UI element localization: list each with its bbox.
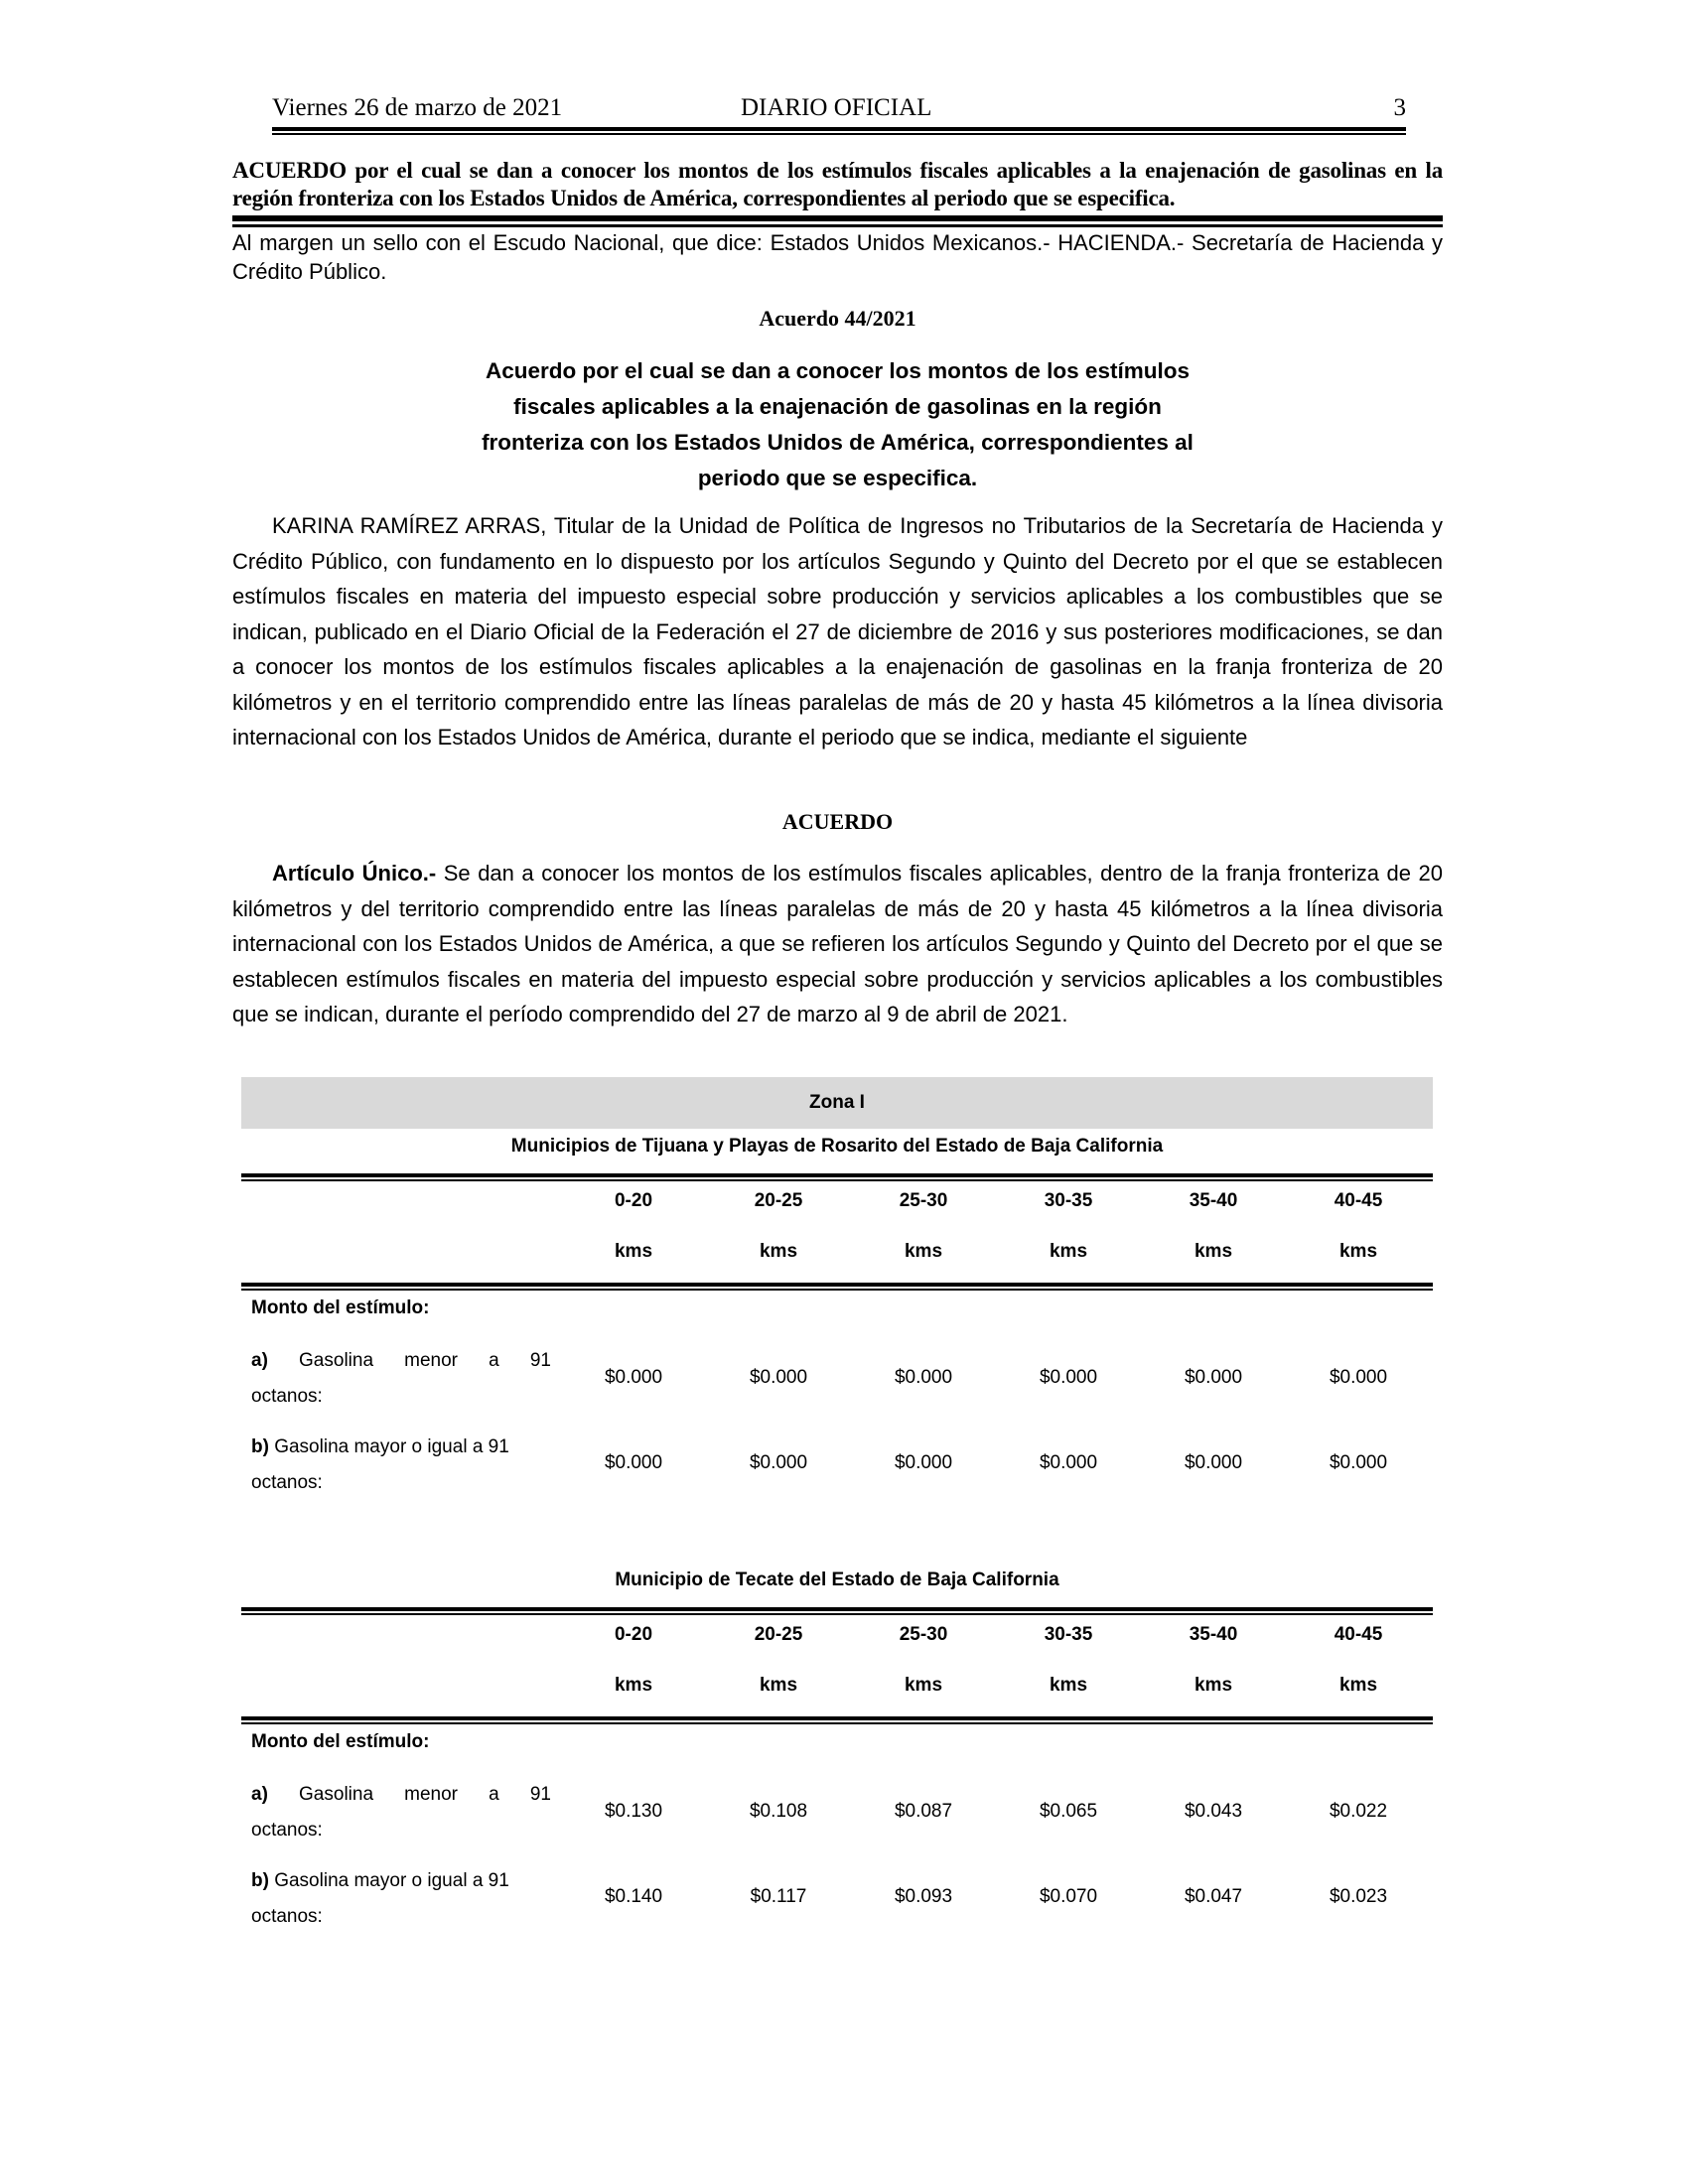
- column-header: 30-35: [1044, 1624, 1093, 1645]
- column-unit: kms: [904, 1675, 943, 1696]
- column-header: 25-30: [899, 1624, 948, 1645]
- agreement-number: Acuerdo 44/2021: [759, 306, 916, 331]
- table-cell: $0.000: [894, 1367, 953, 1388]
- table-cell: $0.130: [604, 1801, 663, 1822]
- table-cell: $0.043: [1184, 1801, 1243, 1822]
- table-cell: $0.117: [750, 1886, 807, 1907]
- row-label-line1: Gasolina mayor o igual a 91: [268, 1436, 509, 1457]
- table-cell: $0.093: [894, 1886, 953, 1907]
- table-cell: $0.023: [1329, 1886, 1388, 1907]
- subtitle-line: fronteriza con los Estados Unidos de América, correspondientes al: [482, 430, 1194, 455]
- table-cell: $0.000: [894, 1452, 953, 1473]
- header-publication: DIARIO OFICIAL: [741, 94, 932, 121]
- column-unit: kms: [759, 1241, 798, 1262]
- section-label: Monto del estímulo:: [251, 1731, 430, 1752]
- row-label-line2: octanos:: [251, 1820, 323, 1841]
- table-header-rule: [241, 1283, 1433, 1291]
- column-header: 35-40: [1189, 1190, 1238, 1211]
- margin-note: Al margen un sello con el Escudo Nacional, que dice: Estados Unidos Mexicanos.- HACIENDA.- Secretaría de Hacienda y Crédito Público.: [232, 230, 1443, 284]
- agreement-subtitle: [232, 353, 1443, 496]
- table-cell: $0.000: [604, 1367, 663, 1388]
- table-cell: $0.000: [749, 1367, 808, 1388]
- subtitle-line: Acuerdo por el cual se dan a conocer los montos de los estímulos: [486, 358, 1190, 383]
- table-cell: $0.065: [1039, 1801, 1098, 1822]
- table-cell: $0.000: [1184, 1452, 1243, 1473]
- row-label-line2: octanos:: [251, 1386, 323, 1407]
- table-cell: $0.000: [604, 1452, 663, 1473]
- document-title: ACUERDO por el cual se dan a conocer los montos de los estímulos fiscales aplicables a la enajenación de gasolinas en la región fronteriza con los Estados Unidos de América, correspondientes al periodo que se especifica.: [232, 158, 1443, 210]
- row-label-line1: Gasolina mayor o igual a 91: [268, 1870, 509, 1891]
- section-heading: ACUERDO: [781, 809, 894, 834]
- row-marker: b): [251, 1436, 269, 1457]
- table-cell: $0.087: [894, 1801, 953, 1822]
- column-header: 35-40: [1189, 1624, 1238, 1645]
- row-label-line2: octanos:: [251, 1906, 323, 1927]
- table-top-rule: [241, 1173, 1433, 1181]
- table-row-label: [251, 1430, 551, 1501]
- column-header: 20-25: [754, 1190, 803, 1211]
- table-header-rule: [241, 1716, 1433, 1724]
- row-marker: b): [251, 1870, 269, 1891]
- article-text: Se dan a conocer los montos de los estímulos fiscales aplicables, dentro de la franja fronteriza de 20 kilómetros y del territorio comprendido entre las líneas paralelas de más de 20 y hasta 45 kilómetros a la línea divisoria internacional con los Estados Unidos de América, a que se refieren los artículos Segundo y Quinto del Decreto por el que se establecen estímulos fiscales en materia del impuesto especial sobre producción y servicios aplicables a los combustibles que se indican, durante el período comprendido del 27 de marzo al 9 de abril de 2021.: [232, 861, 1443, 1026]
- column-header: 0-20: [614, 1624, 653, 1645]
- table-row-label: a) Gasolina menor a 91 octanos:: [251, 1777, 551, 1848]
- table-caption: Municipios de Tijuana y Playas de Rosarito del Estado de Baja California: [510, 1136, 1164, 1157]
- header-rule: [272, 127, 1406, 135]
- section-label: Monto del estímulo:: [251, 1297, 430, 1318]
- header-date: Viernes 26 de marzo de 2021: [272, 94, 563, 121]
- table-cell: $0.000: [749, 1452, 808, 1473]
- subtitle-line: periodo que se especifica.: [697, 466, 978, 490]
- table-cell: $0.000: [1329, 1367, 1388, 1388]
- column-unit: kms: [1338, 1675, 1378, 1696]
- column-unit: kms: [614, 1241, 653, 1262]
- column-unit: kms: [1049, 1241, 1088, 1262]
- table-cell: $0.000: [1184, 1367, 1243, 1388]
- table-cell: $0.140: [604, 1886, 663, 1907]
- table-row-label: [251, 1863, 551, 1935]
- row-marker: a): [251, 1350, 268, 1371]
- column-unit: kms: [1049, 1675, 1088, 1696]
- table-cell: $0.108: [749, 1801, 808, 1822]
- table-cell: $0.000: [1039, 1367, 1098, 1388]
- column-header: 0-20: [614, 1190, 653, 1211]
- column-unit: kms: [1338, 1241, 1378, 1262]
- subtitle-line: fiscales aplicables a la enajenación de gasolinas en la región: [513, 394, 1162, 419]
- table-cell: $0.070: [1039, 1886, 1098, 1907]
- table-cell: $0.047: [1184, 1886, 1243, 1907]
- table-cell: $0.000: [1329, 1452, 1388, 1473]
- column-header: 40-45: [1334, 1624, 1383, 1645]
- column-header: 25-30: [899, 1190, 948, 1211]
- column-unit: kms: [759, 1675, 798, 1696]
- article-label: Artículo Único.-: [272, 861, 437, 886]
- column-header: 30-35: [1044, 1190, 1093, 1211]
- table-cell: $0.022: [1329, 1801, 1388, 1822]
- column-unit: kms: [904, 1241, 943, 1262]
- preamble-paragraph: KARINA RAMÍREZ ARRAS, Titular de la Unidad de Política de Ingresos no Tributarios de la Secretaría de Hacienda y Crédito Público, con fundamento en lo dispuesto por los artículos Segundo y Quinto del Decreto por el que se establecen estímulos fiscales en materia del impuesto especial sobre producción y servicios aplicables a los combustibles que se indican, publicado en el Diario Oficial de la Federación el 27 de diciembre de 2016 y sus posteriores modificaciones, se dan a conocer los montos de los estímulos fiscales aplicables a la enajenación de gasolinas en la franja fronteriza de 20 kilómetros y en el territorio comprendido entre las líneas paralelas de más de 20 y hasta 45 kilómetros a la línea divisoria internacional con los Estados Unidos de América, durante el periodo que se indica, mediante el siguiente: [232, 513, 1443, 750]
- table-row-label: a) Gasolina menor a 91 octanos:: [251, 1343, 551, 1415]
- header-page-number: 3: [1393, 94, 1406, 121]
- row-marker: a): [251, 1784, 268, 1805]
- title-rule: [232, 215, 1443, 227]
- column-unit: kms: [1194, 1675, 1233, 1696]
- table-cell: $0.000: [1039, 1452, 1098, 1473]
- article-paragraph: [232, 856, 1443, 1032]
- row-label-line2: octanos:: [251, 1472, 323, 1493]
- column-header: 20-25: [754, 1624, 803, 1645]
- column-header: 40-45: [1334, 1190, 1383, 1211]
- table-top-rule: [241, 1607, 1433, 1615]
- zone-label: Zona I: [241, 1077, 1433, 1129]
- column-unit: kms: [1194, 1241, 1233, 1262]
- table-caption: Municipio de Tecate del Estado de Baja California: [615, 1570, 1059, 1590]
- column-unit: kms: [614, 1675, 653, 1696]
